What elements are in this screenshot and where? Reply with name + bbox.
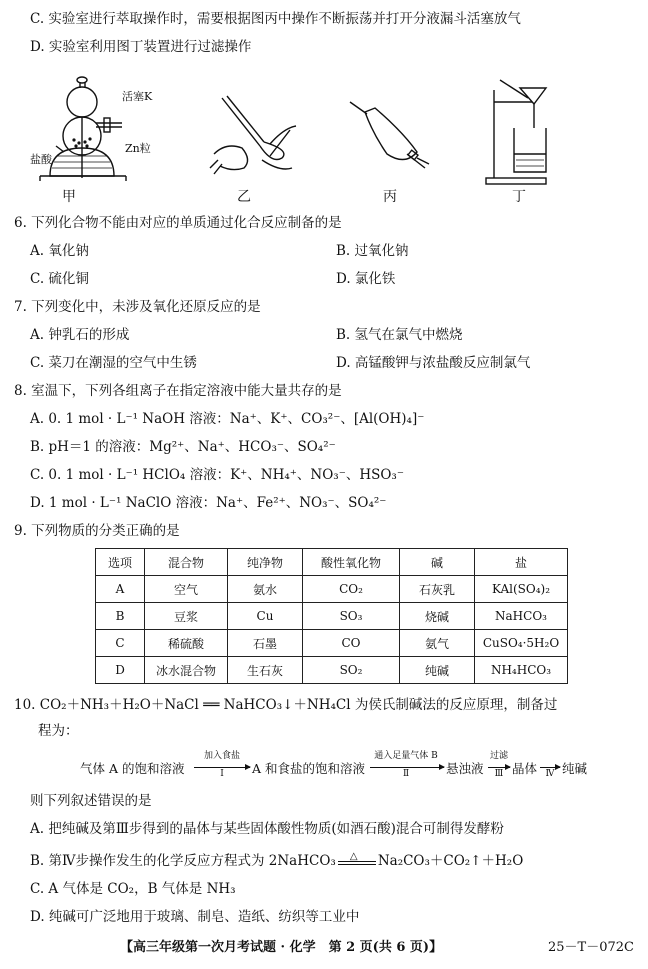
table-cell: CuSO₄·5H₂O [475, 630, 568, 657]
arrow4-step: Ⅳ [545, 769, 555, 779]
q10-stem-line1: 10. CO₂＋NH₃＋H₂O＋NaCl ══ NaHCO₃↓＋NH₄Cl 为侯氏制碱法的反应原理，制备过 [14, 697, 558, 713]
table-cell: B [96, 603, 145, 630]
q8-option-d: D. 1 mol · L⁻¹ NaClO 溶液：Na⁺、Fe²⁺、NO₃⁻、SO₄²⁻ [30, 495, 387, 511]
process-step-5: 纯碱 [562, 761, 588, 776]
table-cell: SO₂ [303, 657, 400, 684]
classification-table [95, 548, 568, 684]
table-header-cell: 纯净物 [228, 549, 303, 576]
q6-option-a: A. 氧化钠 [30, 243, 89, 259]
q6-option-b: B. 过氧化钠 [336, 243, 409, 259]
process-step-1: 气体 A 的饱和溶液 [80, 761, 185, 776]
valve-k-label: 活塞K [122, 90, 153, 103]
figure-yi [200, 68, 350, 203]
option-d-filtration: D. 实验室利用图丁装置进行过滤操作 [30, 39, 252, 55]
q6-option-d: D. 氯化铁 [336, 271, 396, 287]
q9-stem: 9. 下列物质的分类正确的是 [14, 523, 180, 539]
table-row [96, 630, 568, 657]
q8-option-b: B. pH＝1 的溶液：Mg²⁺、Na⁺、HCO₃⁻、SO₄²⁻ [30, 439, 336, 455]
table-header-cell: 碱 [400, 549, 475, 576]
acid-label: 盐酸 [30, 153, 52, 166]
process-arrow [370, 767, 444, 768]
q10-option-d: D. 纯碱可广泛地用于玻璃、制皂、造纸、纺织等工业中 [30, 909, 360, 925]
separatory-funnel-drawing [345, 68, 495, 203]
table-header-cell: 盐 [475, 549, 568, 576]
page-footer-code: 25－T－072C [548, 940, 634, 955]
arrow1-step: Ⅰ [220, 769, 224, 779]
table-header-cell: 选项 [96, 549, 145, 576]
table-cell: 烧碱 [400, 603, 475, 630]
q10-stem-line2: 程为： [38, 723, 79, 739]
q10-ask: 则下列叙述错误的是 [30, 793, 152, 809]
table-header-cell: 酸性氧化物 [303, 549, 400, 576]
shaking-funnel-hands-drawing [200, 68, 350, 203]
table-cell: 生石灰 [228, 657, 303, 684]
table-cell: 稀硫酸 [145, 630, 228, 657]
q10-option-a: A. 把纯碱及第Ⅲ步得到的晶体与某些固体酸性物质(如酒石酸)混合可制得发酵粉 [30, 821, 504, 837]
table-cell: D [96, 657, 145, 684]
arrow2-step: Ⅱ [402, 769, 410, 779]
figure-bing [345, 68, 495, 203]
process-step-2: A 和食盐的饱和溶液 [252, 761, 366, 776]
process-arrow [540, 767, 560, 768]
table-cell: 冰水混合物 [145, 657, 228, 684]
table-header-row [96, 549, 568, 576]
table-cell: NH₄HCO₃ [475, 657, 568, 684]
q10-option-c: C. A 气体是 CO₂，B 气体是 NH₃ [30, 881, 236, 897]
figure-jia [30, 68, 180, 203]
page-footer-title: 【高三年级第一次月考试题 · 化学 第 2 页(共 6 页)】 [120, 940, 443, 955]
table-cell: CO₂ [303, 576, 400, 603]
option-c-extraction: C. 实验室进行萃取操作时，需要根据图丙中操作不断振荡并打开分液漏斗活塞放气 [30, 11, 521, 27]
table-cell: 豆浆 [145, 603, 228, 630]
q6-stem: 6. 下列化合物不能由对应的单质通过化合反应制备的是 [14, 215, 342, 231]
zn-label: Zn粒 [125, 142, 151, 155]
heat-triangle: △ [349, 850, 358, 862]
process-step-3: 悬浊液 [446, 761, 484, 776]
table-header-cell: 混合物 [145, 549, 228, 576]
figure-ding [480, 68, 630, 203]
filtration-apparatus-drawing [480, 68, 630, 203]
table-cell: NaHCO₃ [475, 603, 568, 630]
q7-option-a: A. 钟乳石的形成 [30, 327, 130, 343]
table-cell: C [96, 630, 145, 657]
table-cell: CO [303, 630, 400, 657]
table-row [96, 576, 568, 603]
arrow2-label: 通入足量气体 B [374, 751, 438, 761]
process-step-4: 晶体 [512, 761, 538, 776]
figure-label-ding: 丁 [512, 189, 526, 205]
figure-label-yi: 乙 [237, 189, 251, 205]
table-cell: A [96, 576, 145, 603]
q8-stem: 8. 室温下，下列各组离子在指定溶液中能大量共存的是 [14, 383, 342, 399]
table-cell: 纯碱 [400, 657, 475, 684]
table-cell: 石灰乳 [400, 576, 475, 603]
q10-option-b-lead: B. 第Ⅳ步操作发生的化学反应方程式为 2NaHCO₃ [30, 853, 336, 869]
process-arrow [194, 767, 250, 768]
q10-option-b [30, 852, 523, 870]
q10-option-b-products: Na₂CO₃＋CO₂↑＋H₂O [377, 853, 524, 869]
arrow3-step: Ⅲ [494, 769, 504, 779]
q7-option-c: C. 菜刀在潮湿的空气中生锈 [30, 355, 197, 371]
figure-label-jia: 甲 [62, 189, 76, 205]
process-flow [80, 751, 590, 780]
figure-label-bing: 丙 [383, 189, 397, 205]
heating-condition-mark [336, 850, 378, 868]
kipp-apparatus-drawing [30, 68, 180, 203]
q8-option-c: C. 0. 1 mol · L⁻¹ HClO₄ 溶液：K⁺、NH₄⁺、NO₃⁻、HSO₃⁻ [30, 467, 404, 483]
process-arrow [488, 767, 510, 768]
q7-option-d: D. 高锰酸钾与浓盐酸反应制氯气 [336, 355, 531, 371]
q8-option-a: A. 0. 1 mol · L⁻¹ NaOH 溶液：Na⁺、K⁺、CO₃²⁻、[Al(OH)₄]⁻ [30, 411, 425, 427]
table-cell: Cu [228, 603, 303, 630]
q7-option-b: B. 氢气在氯气中燃烧 [336, 327, 463, 343]
equals-double-line [338, 861, 376, 865]
table-cell: SO₃ [303, 603, 400, 630]
arrow3-label: 过滤 [489, 751, 508, 761]
table-row [96, 603, 568, 630]
table-cell: 石墨 [228, 630, 303, 657]
table-cell: 空气 [145, 576, 228, 603]
table-cell: 氨气 [400, 630, 475, 657]
q7-stem: 7. 下列变化中，未涉及氧化还原反应的是 [14, 299, 261, 315]
arrow1-label: 加入食盐 [203, 751, 240, 761]
q6-option-c: C. 硫化铜 [30, 271, 89, 287]
table-row [96, 657, 568, 684]
table-cell: KAl(SO₄)₂ [475, 576, 568, 603]
table-cell: 氨水 [228, 576, 303, 603]
